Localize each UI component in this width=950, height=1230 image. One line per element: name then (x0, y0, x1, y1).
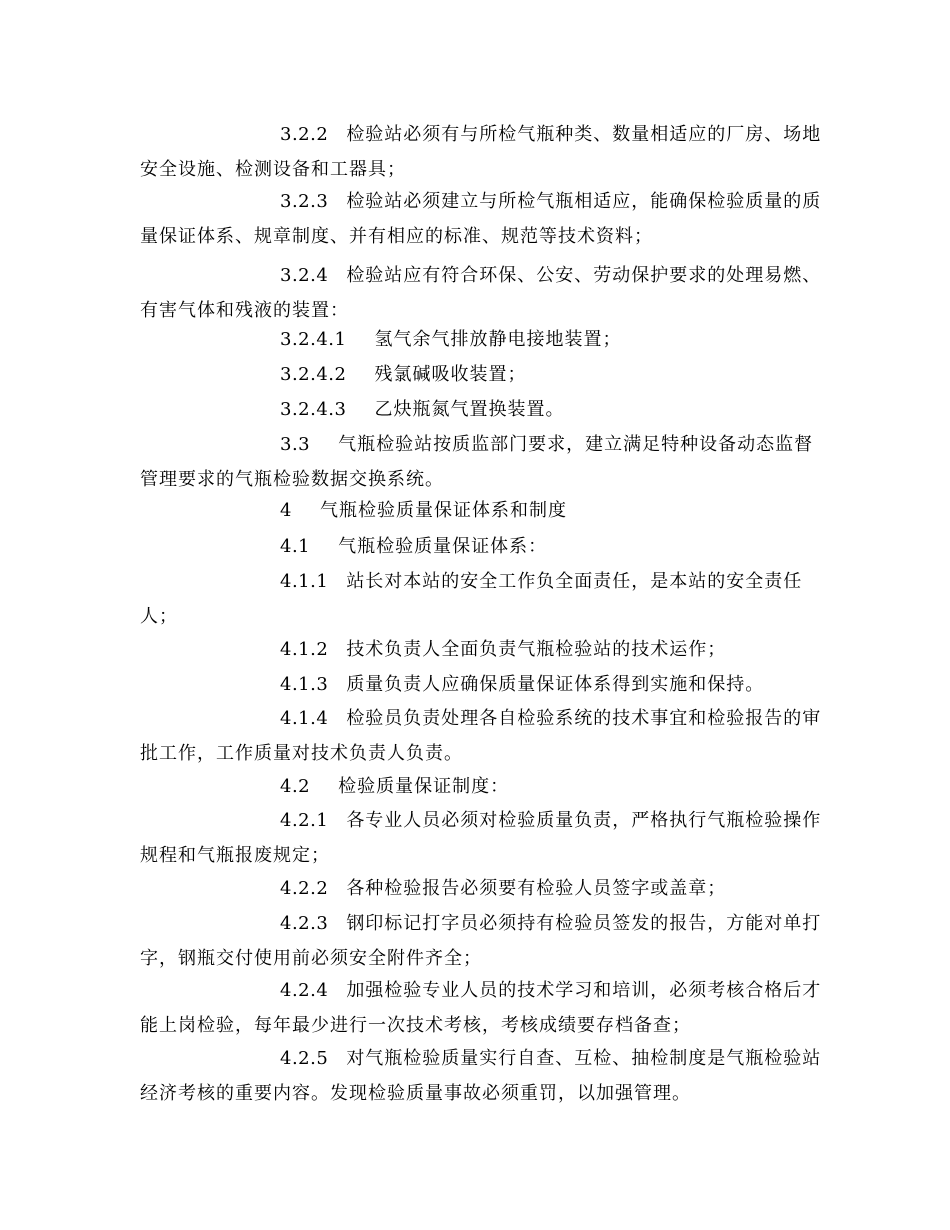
clause-number: 3.3 (280, 434, 311, 455)
clause-text: 检验站必须建立与所检气瓶相适应，能确保检验质量的质量保证体系、规章制度、并有相应的标准、规范等技术资料； (140, 191, 822, 247)
clause-number: 3.2.4.3 (280, 399, 347, 420)
paragraph-3-2-4 (140, 258, 830, 328)
paragraph-4 (140, 493, 830, 528)
paragraph-4-2-4 (140, 973, 830, 1043)
clause-text: 乙炔瓶氮气置换装置。 (374, 399, 565, 420)
clause-number: 3.2.4.1 (280, 329, 347, 350)
clause-number: 4.2.2 (280, 878, 329, 899)
paragraph-3-2-4-3 (140, 392, 830, 427)
clause-text: 各种检验报告必须要有检验人员签字或盖章； (346, 878, 727, 899)
clause-number: 4.1.4 (280, 708, 329, 729)
clause-text: 检验质量保证制度： (338, 776, 510, 797)
clause-number: 4.2.4 (280, 980, 329, 1001)
paragraph-4-1-3 (140, 667, 830, 702)
paragraph-4-1 (140, 529, 830, 564)
clause-text: 站长对本站的安全工作负全面责任，是本站的安全责任人； (140, 571, 803, 627)
clause-number: 4.2 (280, 776, 311, 797)
clause-number: 4.1.2 (280, 639, 329, 660)
clause-number: 3.2.2 (280, 124, 329, 145)
clause-number: 3.2.4 (280, 265, 329, 286)
clause-text: 对气瓶检验质量实行自查、互检、抽检制度是气瓶检验站经济考核的重要内容。发现检验质量事故必须重罚，以加强管理。 (140, 1048, 822, 1104)
clause-text: 检验员负责处理各自检验系统的技术事宜和检验报告的审批工作，工作质量对技术负责人负责。 (140, 708, 822, 764)
clause-number: 4 (280, 500, 292, 521)
clause-text: 钢印标记打字员必须持有检验员签发的报告，方能对单打字，钢瓶交付使用前必须安全附件齐全； (140, 913, 822, 969)
paragraph-4-2-5 (140, 1041, 830, 1111)
clause-number: 4.1.3 (280, 674, 329, 695)
clause-number: 4.1.1 (280, 571, 329, 592)
paragraph-3-3 (140, 427, 830, 497)
clause-text: 各专业人员必须对检验质量负责，严格执行气瓶检验操作规程和气瓶报废规定； (140, 810, 822, 866)
paragraph-3-2-4-1 (140, 322, 830, 357)
clause-text: 残氯碱吸收装置； (374, 364, 527, 385)
clause-number: 4.2.1 (280, 810, 329, 831)
clause-text: 技术负责人全面负责气瓶检验站的技术运作； (346, 639, 727, 660)
paragraph-3-2-3 (140, 184, 830, 254)
clause-text: 气瓶检验质量保证体系： (338, 536, 548, 557)
clause-text: 氢气余气排放静电接地装置； (374, 329, 622, 350)
clause-text: 加强检验专业人员的技术学习和培训，必须考核合格后才能上岗检验，每年最少进行一次技术考核，考核成绩要存档备查； (140, 980, 822, 1036)
clause-number: 4.2.5 (280, 1048, 329, 1069)
paragraph-4-2-3 (140, 906, 830, 976)
clause-text: 质量负责人应确保质量保证体系得到实施和保持。 (346, 674, 765, 695)
paragraph-4-1-2 (140, 632, 830, 667)
clause-text: 气瓶检验站按质监部门要求，建立满足特种设备动态监督管理要求的气瓶检验数据交换系统。 (140, 434, 814, 490)
clause-number: 4.2.3 (280, 913, 329, 934)
clause-number: 3.2.4.2 (280, 364, 347, 385)
paragraph-3-2-2 (140, 117, 830, 187)
paragraph-4-2-1 (140, 803, 830, 873)
clause-text: 检验站必须有与所检气瓶种类、数量相适应的厂房、场地安全设施、检测设备和工器具； (140, 124, 822, 180)
paragraph-4-2-2 (140, 871, 830, 906)
clause-number: 3.2.3 (280, 191, 329, 212)
clause-text: 气瓶检验质量保证体系和制度 (319, 500, 567, 521)
paragraph-4-1-1 (140, 564, 830, 634)
paragraph-4-1-4 (140, 701, 830, 771)
clause-number: 4.1 (280, 536, 311, 557)
paragraph-3-2-4-2 (140, 357, 830, 392)
clause-text: 检验站应有符合环保、公安、劳动保护要求的处理易燃、有害气体和残液的装置： (140, 265, 822, 321)
paragraph-4-2 (140, 769, 830, 804)
